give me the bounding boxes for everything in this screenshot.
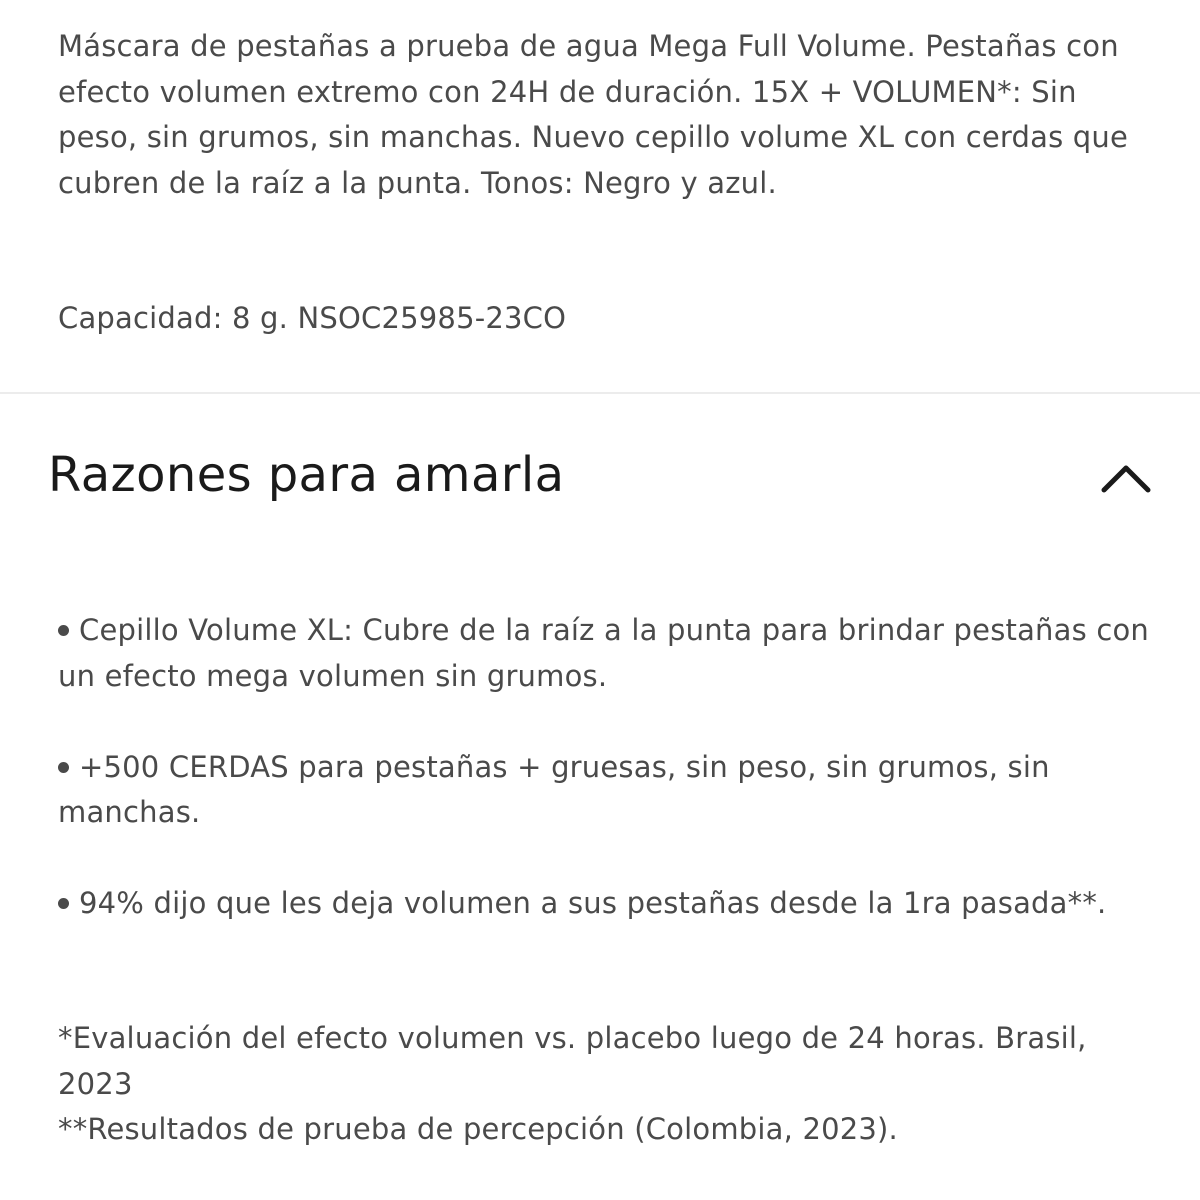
reasons-title: Razones para amarla xyxy=(48,447,565,503)
bullet-dot-icon xyxy=(58,898,69,909)
reason-text: 94% dijo que les deja volumen a sus pestañas desde la 1ra pasada**. xyxy=(79,886,1107,920)
bullet-dot-icon xyxy=(58,625,69,636)
section-divider xyxy=(0,392,1200,394)
description-text: Máscara de pestañas a prueba de agua Mega Full Volume. Pestañas con efecto volumen extremo con 24H de duración. 15X + VOLUMEN*: Sin peso, sin grumos, sin manchas. Nuevo cepillo volume XL con cerdas que cubren de la raíz a la punta. Tonos: Negro y azul. xyxy=(58,29,1129,200)
reasons-accordion-header[interactable] xyxy=(0,430,1200,522)
bullet-dot-icon xyxy=(58,762,69,773)
reason-item xyxy=(58,608,1168,699)
reason-text: +500 CERDAS para pestañas + gruesas, sin peso, sin grumos, sin manchas. xyxy=(58,749,1050,829)
capacity-text: Capacidad: 8 g. NSOC25985-23CO xyxy=(58,301,567,335)
footnote: *Evaluación del efecto volumen vs. placebo luego de 24 horas. Brasil, 2023 xyxy=(58,1021,1087,1101)
reasons-list xyxy=(58,608,1168,972)
chevron-up-icon[interactable] xyxy=(1100,462,1152,494)
reason-item xyxy=(58,881,1168,927)
reason-item xyxy=(58,745,1168,836)
product-description xyxy=(58,24,1158,206)
footnotes xyxy=(58,1016,1168,1153)
reason-text: Cepillo Volume XL: Cubre de la raíz a la punta para brindar pestañas con un efecto mega volumen sin grumos. xyxy=(58,613,1149,693)
footnote: **Resultados de prueba de percepción (Colombia, 2023). xyxy=(58,1112,898,1146)
